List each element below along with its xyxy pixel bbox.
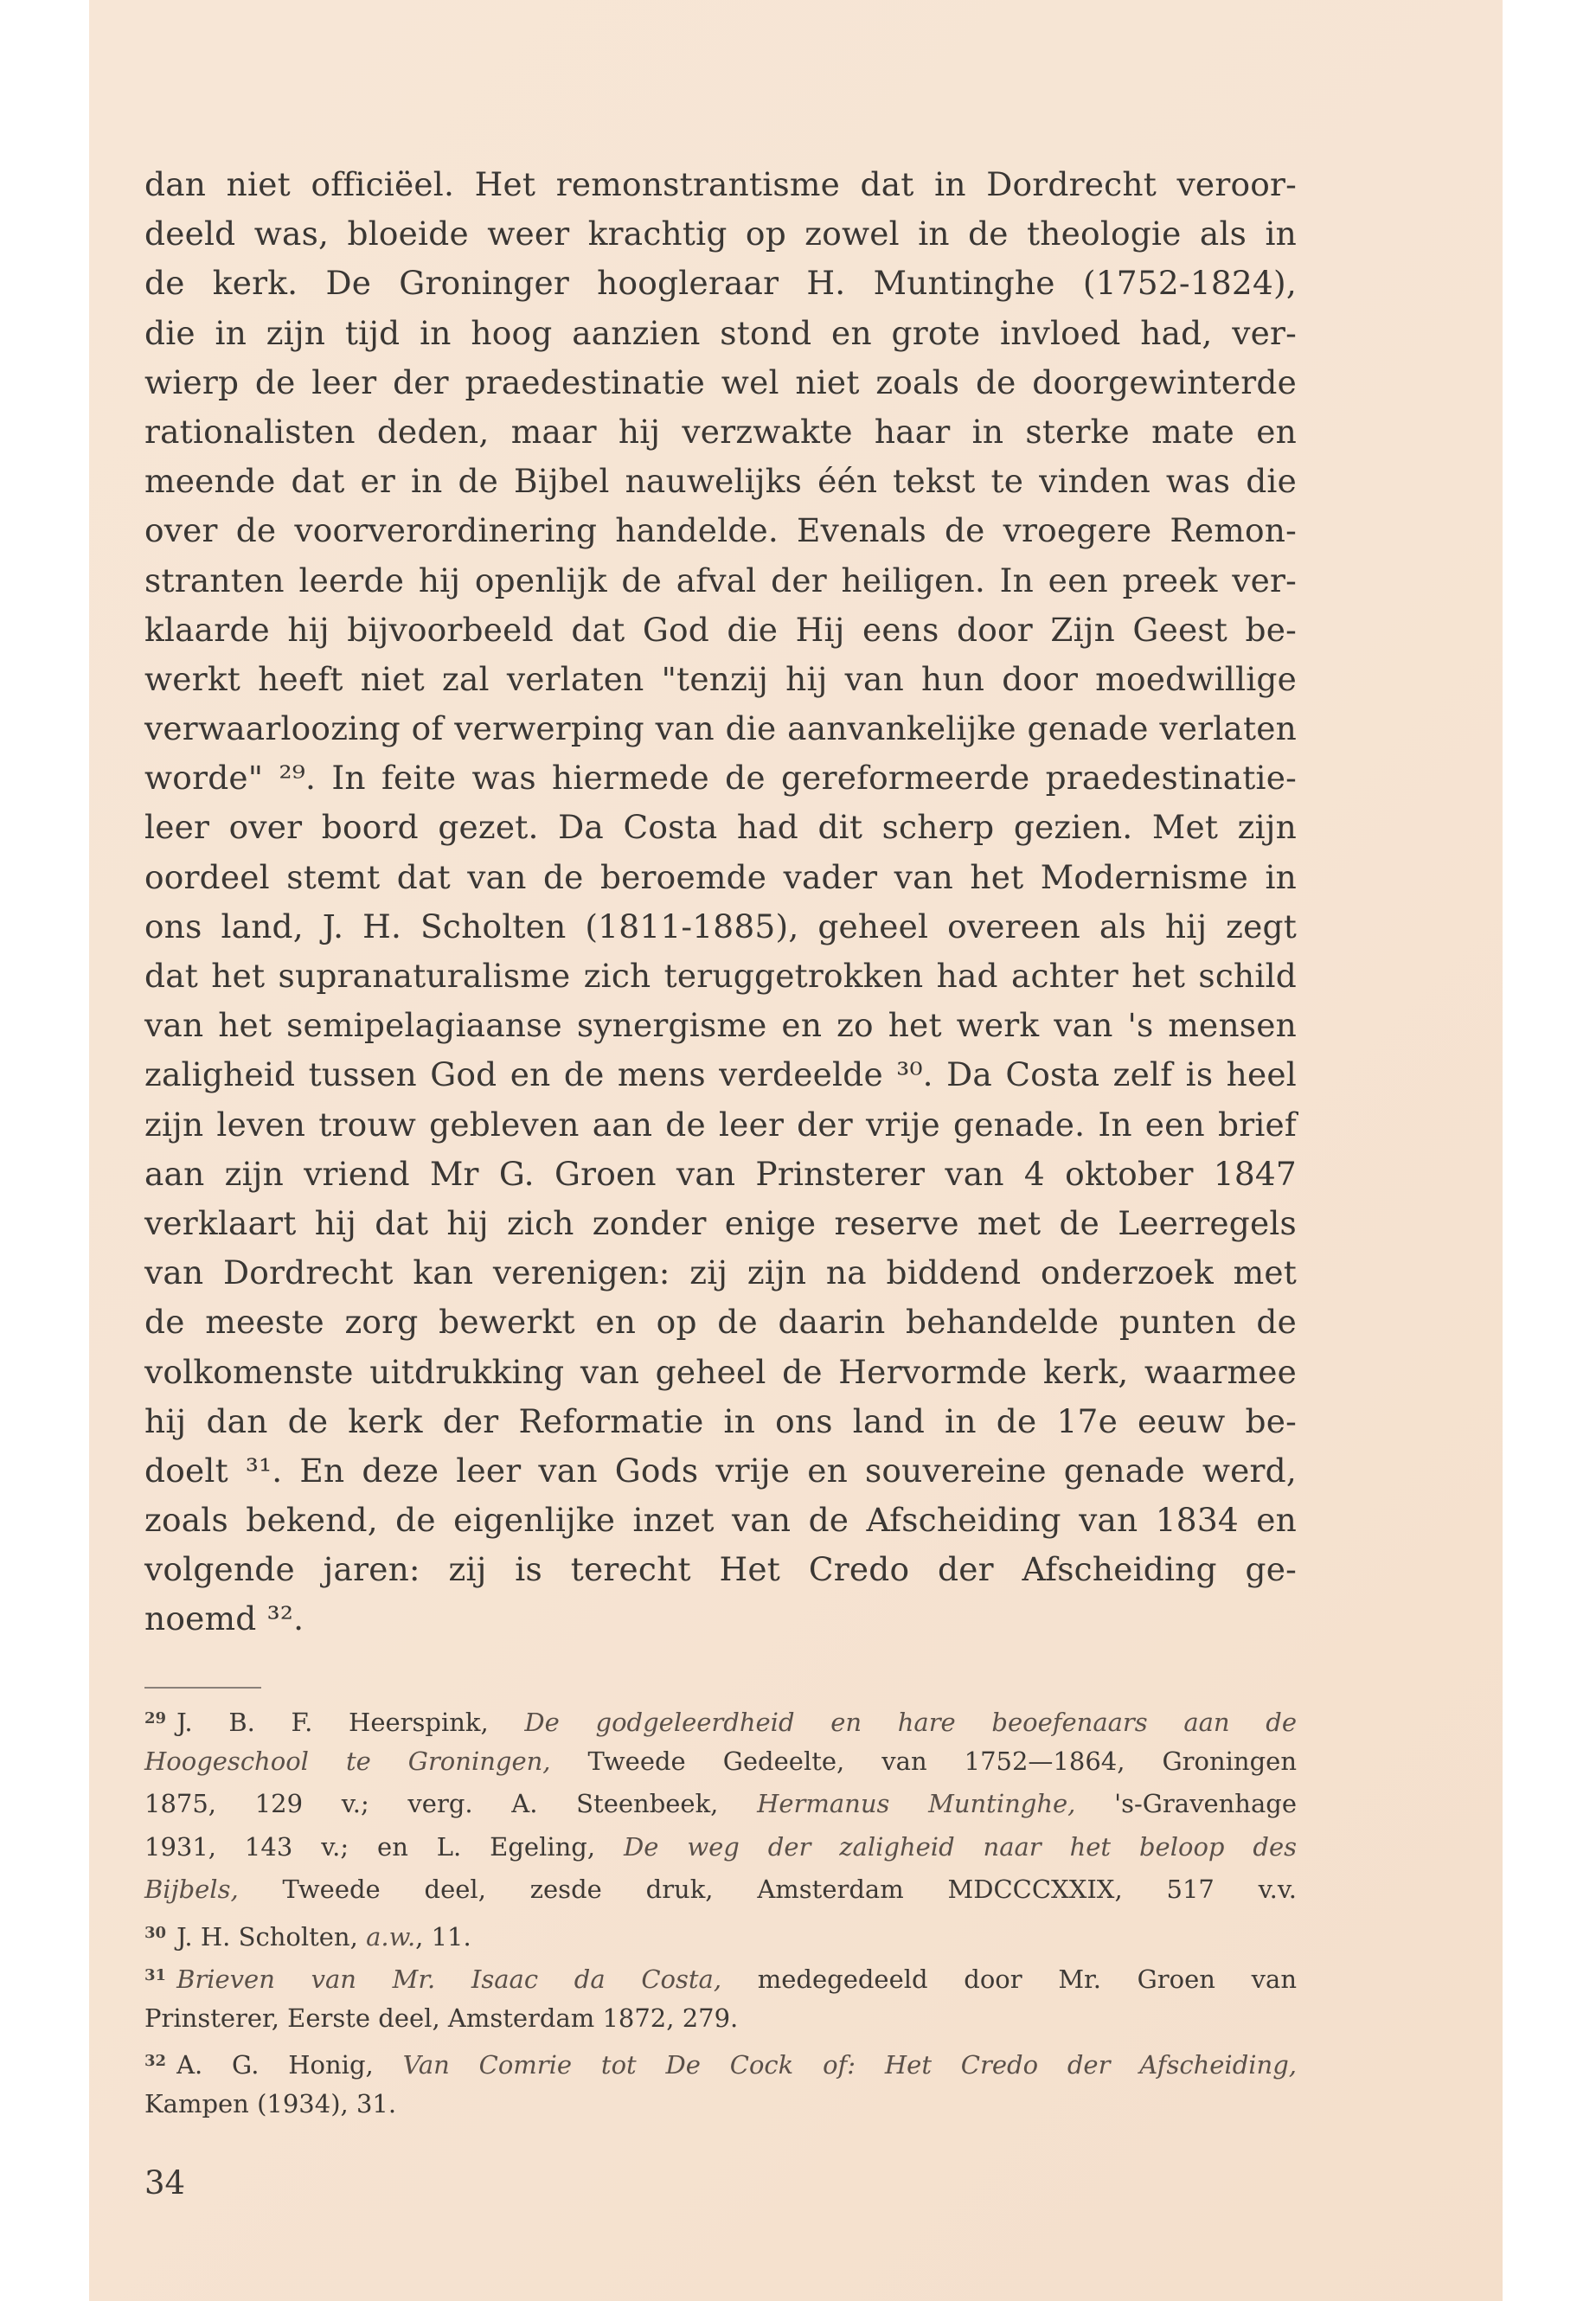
text-line: van het semipelagiaanse synergisme en zo het werk van 's mensen [144, 1006, 1297, 1045]
text-line: leer over boord gezet. Da Costa had dit scherp gezien. Met zijn [144, 808, 1297, 847]
footnote-text: 1875, 129 v.; verg. A. Steenbeek, [144, 1789, 758, 1818]
footnote-text: , 11. [415, 1921, 471, 1952]
footnote-number: 30 [144, 1923, 167, 1942]
text-line: de kerk. De Groninger hoogleraar H. Muntinghe (1752-1824), [144, 264, 1297, 303]
text-line: verwaarloozing of verwerping van die aanvankelijke genade verlaten [144, 709, 1297, 748]
text-line: meende dat er in de Bijbel nauwelijks één tekst te vinden was die [144, 462, 1297, 501]
footnote-30 [144, 1912, 1297, 1955]
text-line: wierp de leer der praedestinatie wel niet zoals de doorgewinterde [144, 362, 1297, 401]
footnote-text: Kampen (1934), 31. [144, 2088, 397, 2118]
footnote-text: J. H. Scholten, [176, 1921, 367, 1952]
text-line: ons land, J. H. Scholten (1811-1885), geheel overeen als hij zegt [144, 907, 1297, 945]
footnote-number: 32 [144, 2052, 167, 2070]
main-text [144, 160, 1297, 1644]
text-line: hij dan de kerk der Reformatie in ons land in de 17e eeuw be- [144, 1401, 1297, 1440]
text-line: zoals bekend, de eigenlijke inzet van de Afscheiding van 1834 en [144, 1501, 1297, 1540]
text-line: noemd ³². [144, 1599, 304, 1638]
text-line: doelt ³¹. En deze leer van Gods vrije en souvereine genade werd, [144, 1451, 1297, 1490]
footnote-29-line [144, 1826, 1297, 1869]
footnote-32 [144, 2040, 1297, 2083]
footnotes [144, 1697, 1297, 2125]
footnote-number: 29 [144, 1709, 167, 1727]
text-line: rationalisten deden, maar hij verzwakte haar in sterke mate en [144, 412, 1297, 451]
footnote-text: Tweede deel, zesde druk, Amsterdam MDCCCXXIX, 517 v.v. [238, 1875, 1297, 1904]
page-number: 34 [144, 2164, 186, 2202]
text-line: van Dordrecht kan verenigen: zij zijn na biddend onderzoek met [144, 1253, 1297, 1292]
footnote-text: Tweede Gedeelte, van 1752—1864, Groningen [550, 1746, 1297, 1776]
footnote-29 [144, 1697, 1297, 1740]
footnote-text: Prinsterer, Eerste deel, Amsterdam 1872, 279. [144, 2003, 739, 2033]
text-line: over de voorverordinering handelde. Evenals de vroegere Remon- [144, 511, 1297, 550]
text-line: volkomenste uitdrukking van geheel de Hervormde kerk, waarmee [144, 1352, 1297, 1391]
footnote-text: J. B. F. Heerspink, [176, 1708, 525, 1737]
footnote-title: De weg der zaligheid naar het beloop des [624, 1831, 1297, 1862]
footnote-29-line [144, 1868, 1297, 1912]
text-line: stranten leerde hij openlijk de afval der heiligen. In een preek ver- [144, 561, 1297, 599]
footnote-29-line [144, 1740, 1297, 1784]
text-line: worde" ²⁹. In feite was hiermede de gereformeerde praedestinatie- [144, 759, 1297, 798]
footnote-32-line [144, 2083, 1297, 2126]
footnote-title: Van Comrie tot De Cock of: Het Credo der Afscheiding, [402, 2050, 1297, 2080]
footnote-title: Hoogeschool te Groningen, [144, 1746, 551, 1776]
text-line: zaligheid tussen God en de mens verdeelde ³⁰. Da Costa zelf is heel [144, 1055, 1297, 1094]
footnote-number: 31 [144, 1966, 167, 1984]
text-line: werkt heeft niet zal verlaten "tenzij hij van hun door moedwillige [144, 659, 1297, 698]
footnote-title: De godgeleerdheid en hare beoefenaars aan de [524, 1708, 1297, 1737]
footnote-title: Hermanus Muntinghe, [757, 1789, 1076, 1818]
footnote-31-line [144, 1997, 1297, 2041]
footnote-text: medegedeeld door Mr. Groen van [721, 1965, 1297, 1994]
footnote-title: Bijbels, [144, 1875, 239, 1904]
footnote-text: 's-Gravenhage [1075, 1789, 1297, 1818]
text-line: aan zijn vriend Mr G. Groen van Prinsterer van 4 oktober 1847 [144, 1154, 1297, 1193]
footnote-title: Brieven van Mr. Isaac da Costa, [176, 1965, 722, 1994]
footnote-title: a.w. [366, 1921, 416, 1952]
text-line: volgende jaren: zij is terecht Het Credo der Afscheiding ge- [144, 1550, 1297, 1589]
text-line: verklaart hij dat hij zich zonder enige reserve met de Leerregels [144, 1203, 1297, 1242]
footnote-separator [144, 1687, 261, 1689]
footnote-29-line [144, 1783, 1297, 1826]
text-line: deeld was, bloeide weer krachtig op zowel in de theologie als in [144, 215, 1297, 253]
footnote-text: A. G. Honig, [176, 2050, 403, 2080]
text-line: de meeste zorg bewerkt en op de daarin behandelde punten de [144, 1303, 1297, 1342]
text-line: klaarde hij bijvoorbeeld dat God die Hij eens door Zijn Geest be- [144, 610, 1297, 649]
text-line: zijn leven trouw gebleven aan de leer der vrije genade. In een brief [144, 1105, 1297, 1144]
text-line: dat het supranaturalisme zich teruggetrokken had achter het schild [144, 957, 1297, 995]
text-line: oordeel stemt dat van de beroemde vader van het Modernisme in [144, 857, 1297, 896]
footnote-31 [144, 1954, 1297, 1997]
footnote-text: 1931, 143 v.; en L. Egeling, [144, 1831, 624, 1862]
text-line: dan niet officiëel. Het remonstrantisme dat in Dordrecht veroor- [144, 165, 1297, 203]
text-line: die in zijn tijd in hoog aanzien stond en grote invloed had, ver- [144, 313, 1297, 352]
